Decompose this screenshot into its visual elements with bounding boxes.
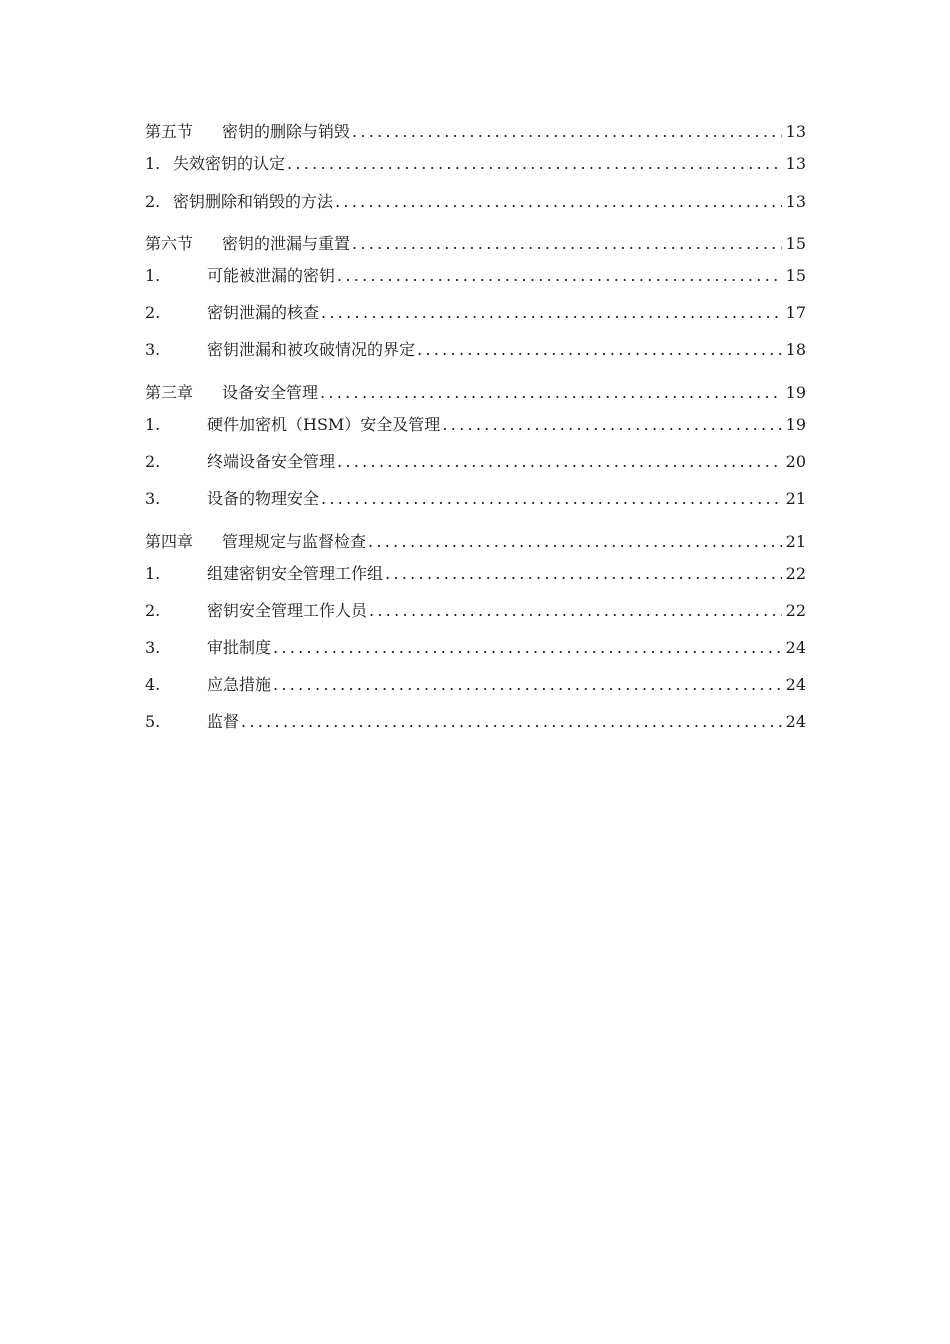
toc-entry-number: 1. [145, 266, 161, 285]
dot-leader [321, 301, 782, 325]
toc-entry-page: 24 [785, 675, 806, 694]
toc-entry-title: 密钥删除和销毁的方法 [173, 192, 334, 211]
toc-entry-number: 3. [145, 638, 161, 657]
dot-leader [352, 120, 782, 144]
toc-entry-page: 22 [785, 601, 806, 620]
dot-leader [273, 636, 782, 660]
toc-entry-title: 密钥的泄漏与重置 [222, 234, 351, 253]
toc-entry-number: 3. [145, 340, 161, 359]
toc-entry-title: 可能被泄漏的密钥 [207, 266, 336, 285]
toc-entry-page: 20 [785, 452, 806, 471]
toc-entry-number: 2. [145, 452, 161, 471]
dot-leader [385, 562, 782, 586]
toc-entry-title: 硬件加密机（HSM）安全及管理 [207, 415, 441, 434]
toc-entry-3-2[interactable] [145, 450, 806, 474]
toc-entry-title: 组建密钥安全管理工作组 [207, 564, 384, 583]
toc-entry-number: 3. [145, 489, 161, 508]
toc-entry-4-3[interactable] [145, 636, 806, 660]
toc-entry-3-1[interactable] [145, 413, 806, 437]
toc-entry-page: 24 [785, 712, 806, 731]
toc-entry-title: 监督 [207, 712, 240, 731]
toc-entry-number: 4. [145, 675, 161, 694]
toc-entry-page: 24 [785, 638, 806, 657]
toc-entry-page: 19 [785, 383, 806, 402]
dot-leader [352, 232, 782, 256]
toc-entry-number: 5. [145, 712, 161, 731]
toc-entry-page: 19 [785, 415, 806, 434]
toc-entry-3-3[interactable] [145, 487, 806, 511]
toc-entry-number: 第四章 [145, 532, 194, 551]
toc-entry-4-2[interactable] [145, 599, 806, 623]
toc-entry-page: 13 [785, 154, 806, 173]
toc-entry-page: 17 [785, 303, 806, 322]
toc-entry-title: 密钥的删除与销毁 [222, 122, 351, 141]
toc-entry-title: 设备的物理安全 [207, 489, 320, 508]
toc-entry-page: 18 [785, 340, 806, 359]
toc-entry-chapter-4[interactable] [145, 530, 806, 554]
toc-entry-page: 13 [785, 192, 806, 211]
toc-entry-chapter-3[interactable] [145, 381, 806, 405]
dot-leader [417, 338, 782, 362]
dot-leader [335, 190, 782, 214]
toc-entry-number: 第六节 [145, 234, 194, 253]
toc-entry-title: 密钥泄漏的核查 [207, 303, 320, 322]
dot-leader [321, 487, 782, 511]
dot-leader [369, 599, 782, 623]
toc-entry-page: 13 [785, 122, 806, 141]
toc-entry-4-5[interactable] [145, 710, 806, 734]
toc-entry-number: 1. [145, 564, 161, 583]
toc-entry-number: 第三章 [145, 383, 194, 402]
toc-entry-number: 2. [145, 192, 161, 211]
toc-entry-title: 应急措施 [207, 675, 272, 694]
toc-entry-title: 管理规定与监督检查 [222, 532, 367, 551]
dot-leader [337, 450, 782, 474]
toc-entry-title: 失效密钥的认定 [173, 154, 286, 173]
toc-entry-number: 1. [145, 154, 161, 173]
toc-entry-6-3[interactable] [145, 338, 806, 362]
toc-entry-title: 密钥安全管理工作人员 [207, 601, 368, 620]
dot-leader [241, 710, 782, 734]
toc-entry-number: 2. [145, 303, 161, 322]
toc-entry-section-6[interactable] [145, 232, 806, 256]
dot-leader [368, 530, 782, 554]
toc-entry-5-1[interactable] [145, 152, 806, 176]
toc-entry-6-2[interactable] [145, 301, 806, 325]
toc-entry-6-1[interactable] [145, 264, 806, 288]
toc-entry-title: 密钥泄漏和被攻破情况的界定 [207, 340, 416, 359]
toc-entry-4-4[interactable] [145, 673, 806, 697]
dot-leader [273, 673, 782, 697]
toc-entry-section-5[interactable] [145, 120, 806, 144]
toc-entry-page: 15 [785, 266, 806, 285]
toc-entry-title: 设备安全管理 [222, 383, 319, 402]
dot-leader [320, 381, 782, 405]
dot-leader [337, 264, 782, 288]
dot-leader [442, 413, 781, 437]
toc-entry-4-1[interactable] [145, 562, 806, 586]
toc-entry-page: 22 [785, 564, 806, 583]
toc-entry-page: 21 [785, 489, 806, 508]
toc-entry-title: 审批制度 [207, 638, 272, 657]
toc-entry-5-2[interactable] [145, 190, 806, 214]
toc-entry-number: 1. [145, 415, 161, 434]
dot-leader [287, 152, 782, 176]
toc-entry-number: 第五节 [145, 122, 194, 141]
toc-entry-number: 2. [145, 601, 161, 620]
toc-entry-page: 15 [785, 234, 806, 253]
toc-entry-title: 终端设备安全管理 [207, 452, 336, 471]
toc-entry-page: 21 [785, 532, 806, 551]
